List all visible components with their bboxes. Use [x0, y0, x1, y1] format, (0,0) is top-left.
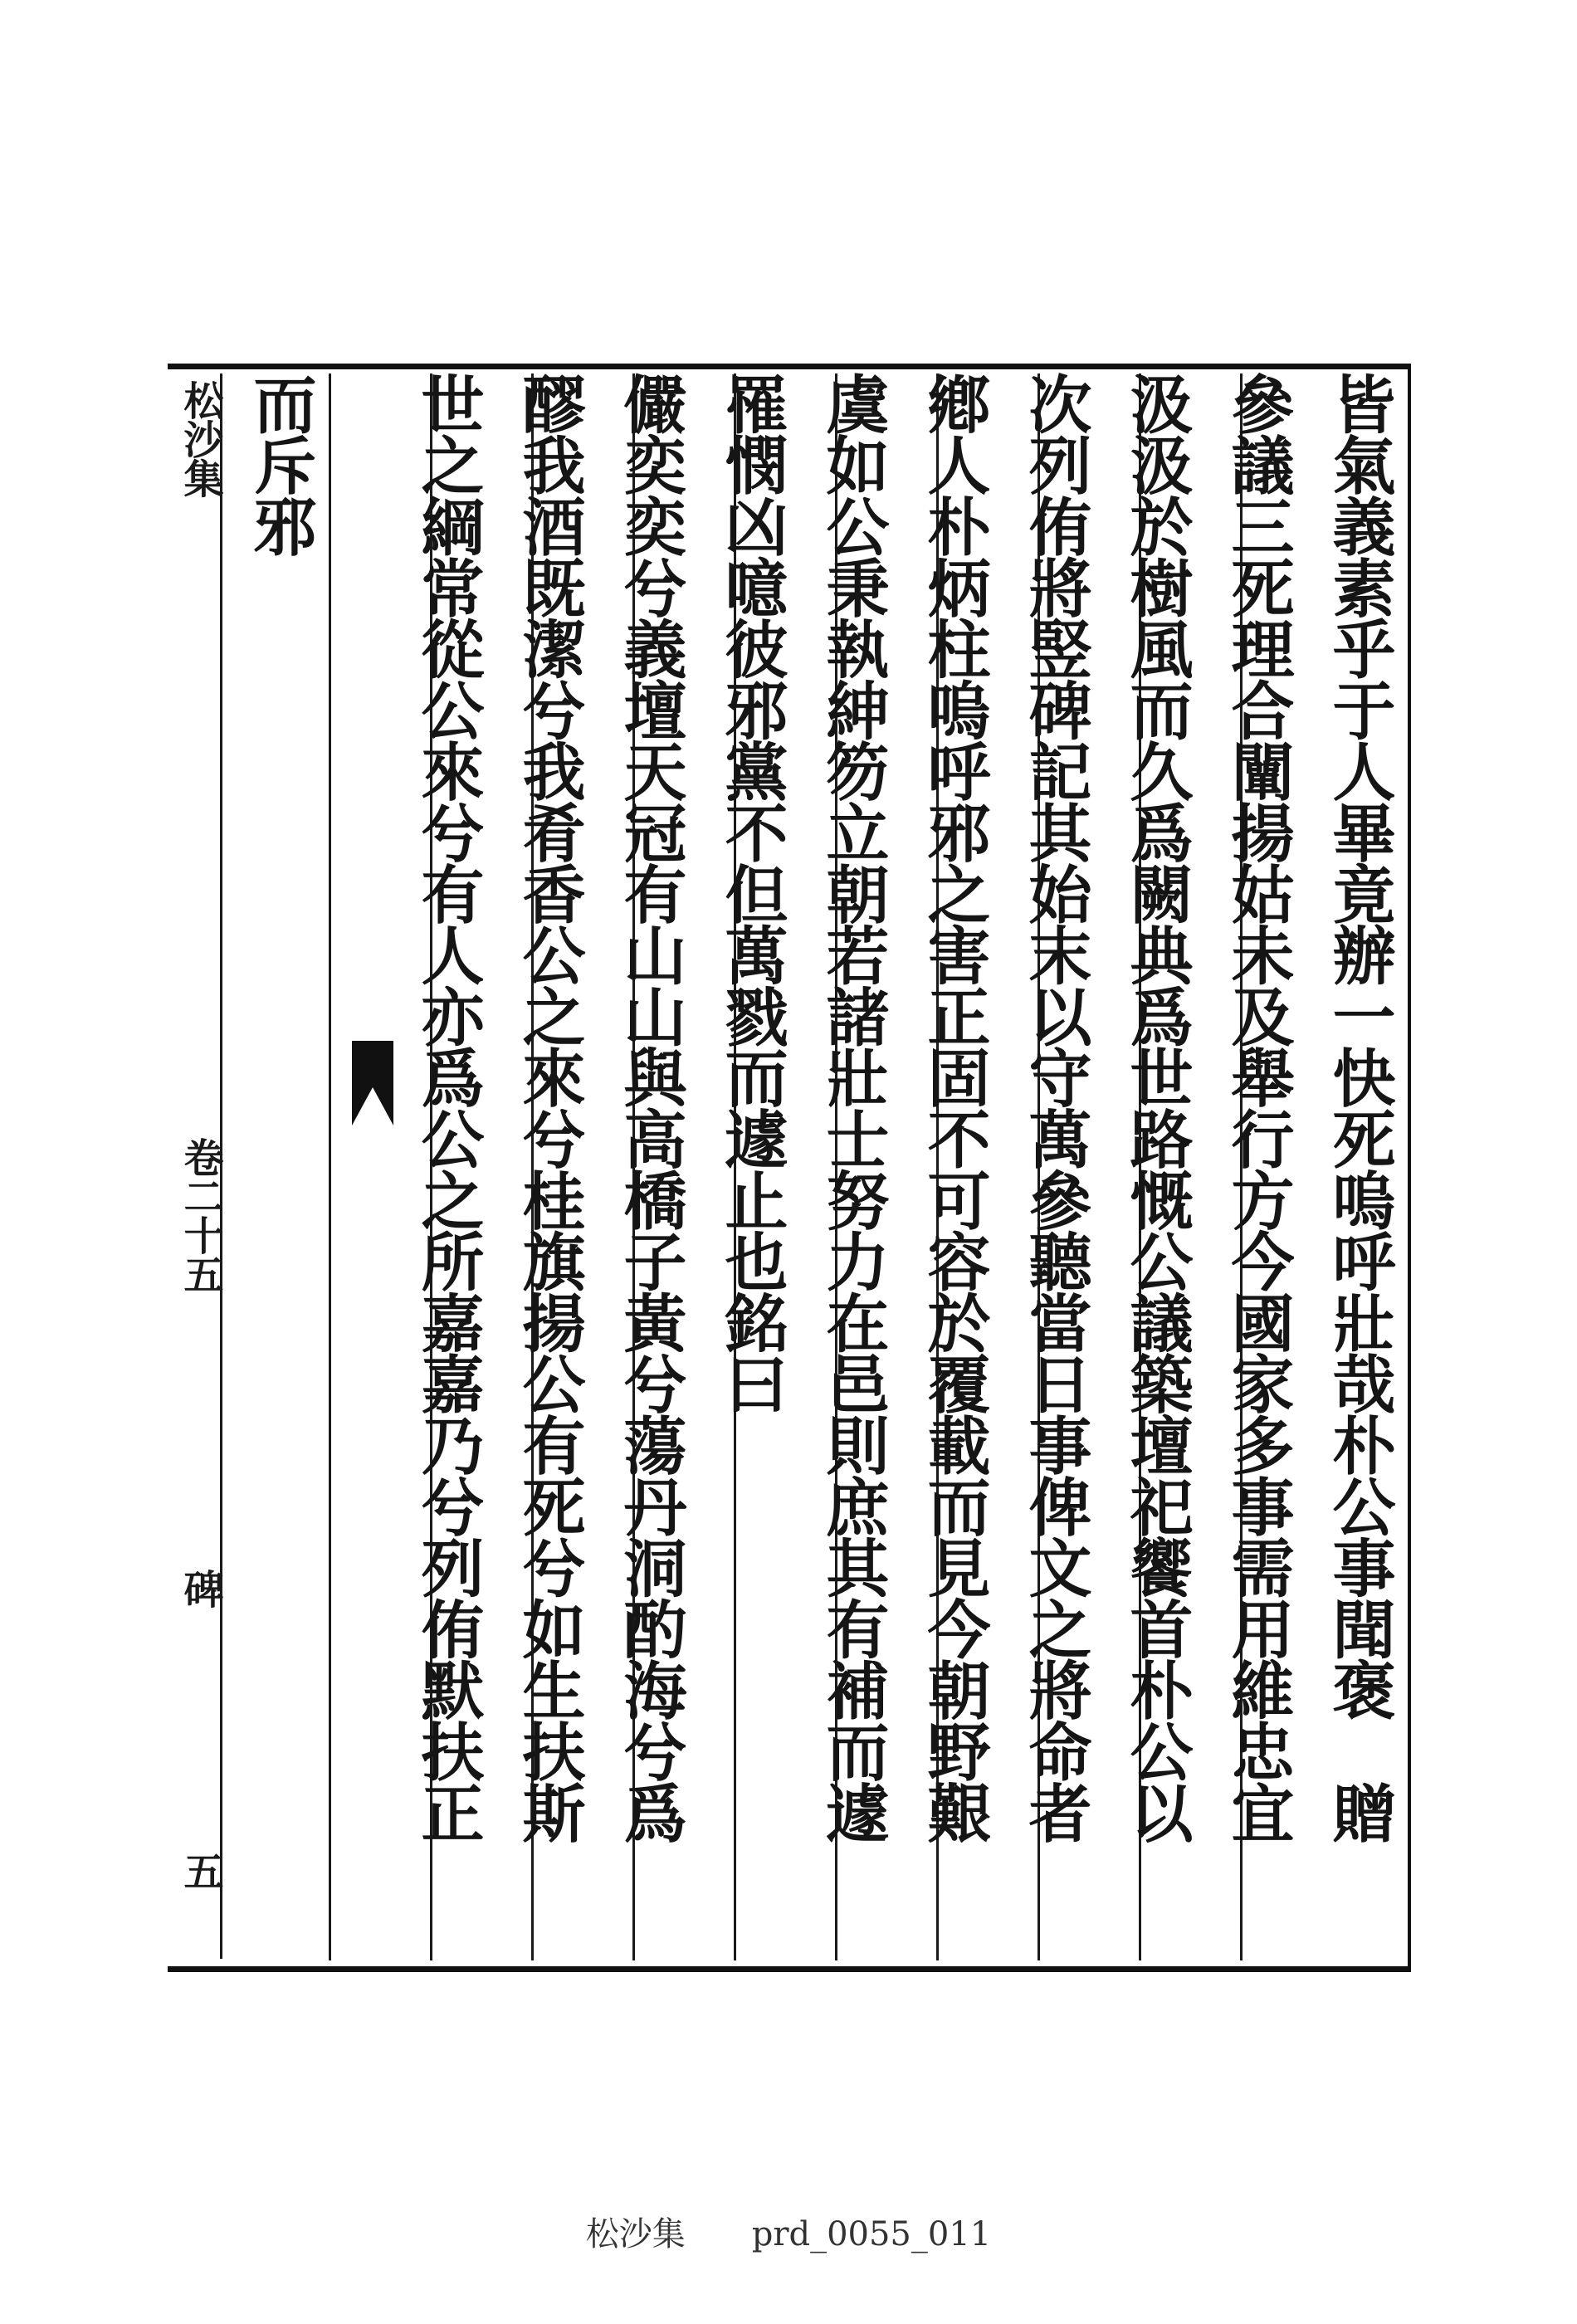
column-rule — [329, 374, 331, 1960]
text-column: 虞如公秉執紳笏立朝若諸壯士努力在邑則庶其有補而遽 — [816, 372, 890, 1843]
margin-book-title: 松沙集 — [177, 380, 223, 497]
margin-page-number: 五 — [177, 1851, 223, 1890]
text-column: 汲汲於樹風而久爲闕典爲世路慨公議築壇祀饗首朴公以 — [1120, 372, 1194, 1843]
margin-section: 碑 — [177, 1569, 223, 1608]
text-column: 儼奕奕兮義壇天冠有山山與高橋子黃兮蕩丹洞酌海兮爲 — [613, 372, 687, 1843]
text-column: 鄕人朴炳柱嗚呼邪之害正固不可容於覆載而見今朝野艱 — [917, 372, 991, 1843]
text-column: 而斥邪 — [243, 372, 317, 556]
page-caption: 松沙集 prd_0055_011 — [585, 2215, 992, 2253]
text-column: 次列侑將竪碑記其始末以守萬參聽當日事俾文之將命者 — [1018, 372, 1092, 1843]
text-column: 罹憫凶噫彼邪黨不但萬戮而遽止也銘曰 — [715, 372, 788, 1413]
page-margin-column — [174, 374, 222, 1959]
text-column: 世之綱常從公來兮有人亦爲公之所嘉嘉乃兮列侑默扶正 — [411, 372, 485, 1843]
text-column: 醪我酒既潔兮我肴香公之來兮桂旗揚公有死兮如生扶斯 — [512, 372, 586, 1843]
text-column: 參議三死理合闡揚姑未及舉行方今國家多事需用維忠宜 — [1221, 372, 1295, 1843]
margin-volume: 卷二十五 — [177, 1137, 223, 1293]
fish-tail-mark-icon — [349, 1038, 397, 1129]
text-column: 皆氣義素乎于人畢竟辦一快死嗚呼壯哉朴公事聞褒 贈 — [1322, 372, 1396, 1843]
